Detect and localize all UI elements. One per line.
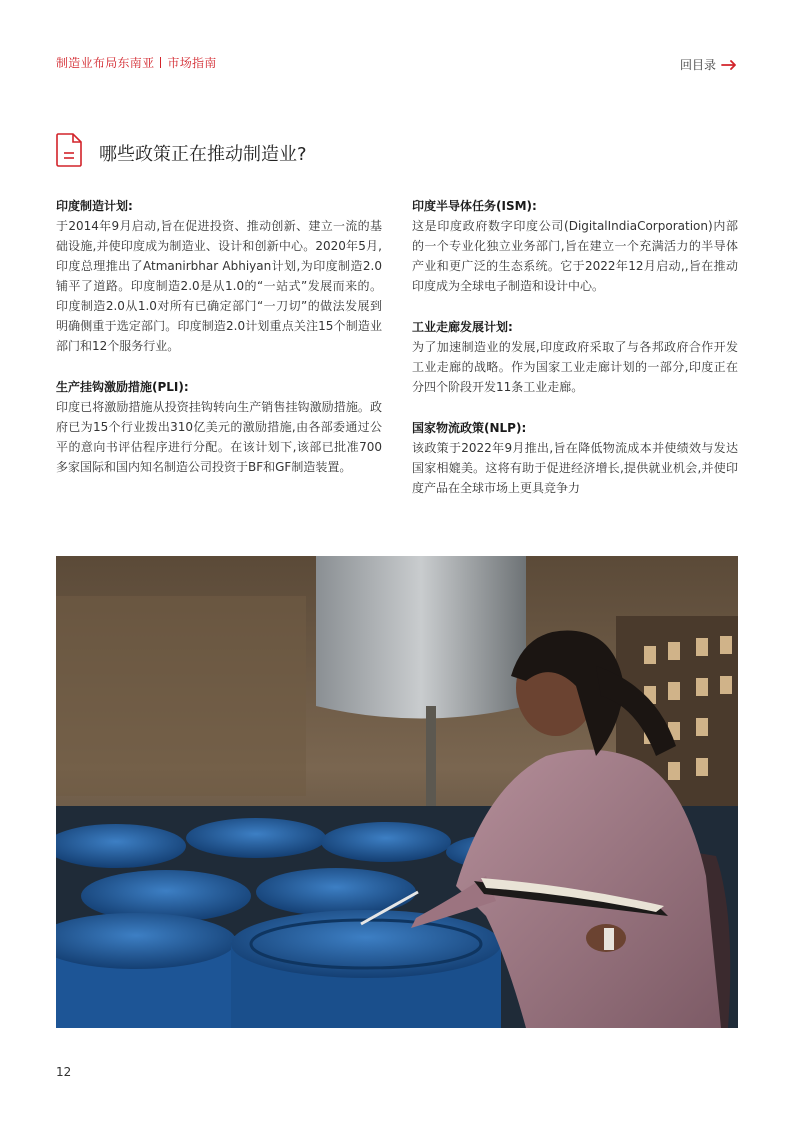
policy-heading: 印度半导体任务(ISM): <box>412 199 537 213</box>
header-subtitle: 市场指南 <box>167 56 217 70</box>
back-to-contents-label: 回目录 <box>679 58 716 72</box>
arrow-right-icon <box>721 60 737 70</box>
factory-worker-photo <box>56 556 738 1028</box>
right-column <box>412 196 738 519</box>
policy-heading: 国家物流政策(NLP): <box>412 421 527 435</box>
policy-body: 于2014年9月启动,旨在促进投资、推动创新、建立一流的基础设施,并使印度成为制造业、设计和创新中心。2020年5月,印度总理推出了Atmanirbhar Abhiyan计划,为印度制造2.0铺平了道路。印度制造2.0是从1.0的“一站式”发展而来的。印度制造2.0从1.0对所有已确定部门“一刀切”的做法发展到明确侧重于选定部门。印度制造2.0计划重点关注15个制造业部门和12个服务行业。 <box>56 219 382 353</box>
policy-heading: 印度制造计划: <box>56 199 133 213</box>
back-to-contents-link[interactable] <box>680 56 737 73</box>
policy-body: 这是印度政府数字印度公司(DigitalIndiaCorporation)内部的一个专业化独立业务部门,旨在建立一个充满活力的半导体产业和更广泛的生态系统。它于2022年12月启动,,旨在推动印度成为全球电子制造和设计中心。 <box>412 219 738 293</box>
photo-illustration <box>56 556 738 1028</box>
policy-body: 该政策于2022年9月推出,旨在降低物流成本并使绩效与发达国家相媲美。这将有助于促进经济增长,提供就业机会,并使印度产品在全球市场上更具竞争力 <box>412 441 738 495</box>
policy-block <box>412 196 738 296</box>
section-title: 哪些政策正在推动制造业? <box>99 144 307 165</box>
policy-body: 为了加速制造业的发展,印度政府采取了与各邦政府合作开发工业走廊的战略。作为国家工业走廊计划的一部分,印度正在分四个阶段开发11条工业走廊。 <box>412 340 738 394</box>
policy-body: 印度已将激励措施从投资挂钩转向生产销售挂钩激励措施。政府已为15个行业拨出310亿美元的激励措施,由各部委通过公平的意向书评估程序进行分配。在该计划下,该部已批准700多家国际和国内知名制造公司投资于BF和GF制造装置。 <box>56 400 382 474</box>
header-title: 制造业布局东南亚 <box>56 56 155 70</box>
header-divider <box>160 57 161 68</box>
policy-heading: 工业走廊发展计划: <box>412 320 513 334</box>
policy-block <box>412 317 738 397</box>
policy-heading: 生产挂钩激励措施(PLI): <box>56 380 189 394</box>
policy-block <box>56 196 382 356</box>
header-left <box>56 54 217 71</box>
left-column <box>56 196 382 498</box>
page-number: 12 <box>56 1065 72 1079</box>
policy-block <box>412 418 738 498</box>
policy-block <box>56 377 382 477</box>
document-icon <box>56 133 82 167</box>
